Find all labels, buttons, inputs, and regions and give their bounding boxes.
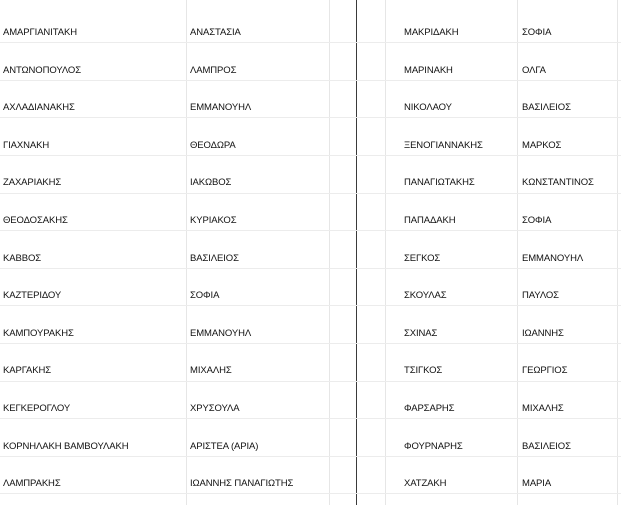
cell-right-name[interactable]: ΟΛΓΑ [522, 64, 546, 76]
table-row [0, 117, 621, 155]
cell-right-name[interactable]: ΕΜΜΑΝΟΥΗΛ [522, 252, 584, 264]
cell-left-surname[interactable]: ΖΑΧΑΡΙΑΚΗΣ [3, 177, 62, 189]
cell-right-name[interactable]: ΙΩΑΝΝΗΣ [522, 327, 564, 339]
cell-right-name[interactable]: ΣΟΦΙΑ [522, 27, 552, 39]
table-row [0, 381, 621, 419]
cell-right-name[interactable]: ΜΑΡΚΟΣ [522, 139, 562, 151]
cell-left-name[interactable]: ΙΩΑΝΝΗΣ ΠΑΝΑΓΙΩΤΗΣ [190, 478, 294, 490]
cell-right-surname[interactable]: ΜΑΚΡΙΔΑΚΗ [404, 27, 459, 39]
cell-right-surname[interactable]: ΜΑΡΙΝΑΚΗ [404, 64, 453, 76]
cell-right-surname[interactable]: ΧΑΤΖΑΚΗ [404, 478, 447, 490]
table-row [0, 155, 621, 193]
cell-right-surname[interactable]: ΝΙΚΟΛΑΟΥ [404, 102, 452, 114]
cell-left-name[interactable]: ΣΟΦΙΑ [190, 290, 220, 302]
cell-left-surname[interactable]: ΚΑΖΤΕΡΙΔΟΥ [3, 290, 62, 302]
cell-right-name[interactable]: ΒΑΣΙΛΕΙΟΣ [522, 102, 571, 114]
cell-right-surname[interactable]: ΣΚΟΥΛΑΣ [404, 290, 447, 302]
cell-right-surname[interactable]: ΣΧΙΝΑΣ [404, 327, 438, 339]
cell-left-name[interactable]: ΑΝΑΣΤΑΣΙΑ [190, 27, 241, 39]
cell-left-surname[interactable]: ΚΑΜΠΟΥΡΑΚΗΣ [3, 327, 74, 339]
table-row [0, 230, 621, 268]
cell-left-surname[interactable]: ΚΟΡΝΗΛΑΚΗ ΒΑΜΒΟΥΛΑΚΗ [3, 440, 129, 452]
cell-left-surname[interactable]: ΚΑΡΓΑΚΗΣ [3, 365, 51, 377]
cell-left-name[interactable]: ΚΥΡΙΑΚΟΣ [190, 215, 237, 227]
cell-left-name[interactable]: ΒΑΣΙΛΕΙΟΣ [190, 252, 239, 264]
cell-right-surname[interactable]: ΠΑΠΑΔΑΚΗ [404, 215, 456, 227]
cell-right-surname[interactable]: ΞΕΝΟΓΙΑΝΝΑΚΗΣ [404, 139, 483, 151]
cell-right-name[interactable]: ΣΟΦΙΑ [522, 215, 552, 227]
cell-right-surname[interactable]: ΠΑΝΑΓΙΩΤΑΚΗΣ [404, 177, 475, 189]
cell-left-surname[interactable]: ΓΙΑΧΝΑΚΗ [3, 139, 50, 151]
table-row [0, 305, 621, 343]
cell-left-name[interactable]: ΧΡΥΣΟΥΛΑ [190, 403, 240, 415]
table-row [0, 418, 621, 456]
cell-right-name[interactable]: ΓΕΩΡΓΙΟΣ [522, 365, 568, 377]
table-row [0, 5, 621, 43]
cell-left-surname[interactable]: ΛΑΜΠΡΑΚΗΣ [3, 478, 61, 490]
cell-right-name[interactable]: ΠΑΥΛΟΣ [522, 290, 559, 302]
table-row [0, 343, 621, 381]
cell-right-name[interactable]: ΜΑΡΙΑ [522, 478, 552, 490]
cell-left-name[interactable]: ΕΜΜΑΝΟΥΗΛ [190, 102, 252, 114]
cell-right-name[interactable]: ΚΩΝΣΤΑΝΤΙΝΟΣ [522, 177, 594, 189]
table-row [0, 456, 621, 494]
cell-left-name[interactable]: ΘΕΟΔΩΡΑ [190, 139, 236, 151]
cell-left-name[interactable]: ΛΑΜΠΡΟΣ [190, 64, 237, 76]
cell-left-name[interactable]: ΜΙΧΑΛΗΣ [190, 365, 232, 377]
cell-right-surname[interactable]: ΤΣΙΓΚΟΣ [404, 365, 443, 377]
cell-left-surname[interactable]: ΑΧΛΑΔΙΑΝΑΚΗΣ [3, 102, 75, 114]
table-row [0, 80, 621, 118]
cell-left-surname[interactable]: ΑΝΤΩΝΟΠΟΥΛΟΣ [3, 64, 81, 76]
cell-left-surname[interactable]: ΚΑΒΒΟΣ [3, 252, 42, 264]
cell-left-surname[interactable]: ΑΜΑΡΓΙΑΝΙΤΑΚΗ [3, 27, 77, 39]
table-row [0, 268, 621, 306]
cell-right-name[interactable]: ΒΑΣΙΛΕΙΟΣ [522, 440, 571, 452]
cell-left-name[interactable]: ΕΜΜΑΝΟΥΗΛ [190, 327, 252, 339]
cell-right-surname[interactable]: ΦΑΡΣΑΡΗΣ [404, 403, 455, 415]
cell-left-surname[interactable]: ΘΕΟΔΟΣΑΚΗΣ [3, 215, 68, 227]
cell-left-name[interactable]: ΑΡΙΣΤΕΑ (ΑΡΙΑ) [190, 440, 259, 452]
row-divider [0, 493, 621, 494]
table-row [0, 42, 621, 80]
cell-left-name[interactable]: ΙΑΚΩΒΟΣ [190, 177, 232, 189]
cell-right-surname[interactable]: ΣΕΓΚΟΣ [404, 252, 441, 264]
table-row [0, 193, 621, 231]
cell-left-surname[interactable]: ΚΕΓΚΕΡΟΓΛΟΥ [3, 403, 71, 415]
cell-right-surname[interactable]: ΦΟΥΡΝΑΡΗΣ [404, 440, 463, 452]
cell-right-name[interactable]: ΜΙΧΑΛΗΣ [522, 403, 564, 415]
